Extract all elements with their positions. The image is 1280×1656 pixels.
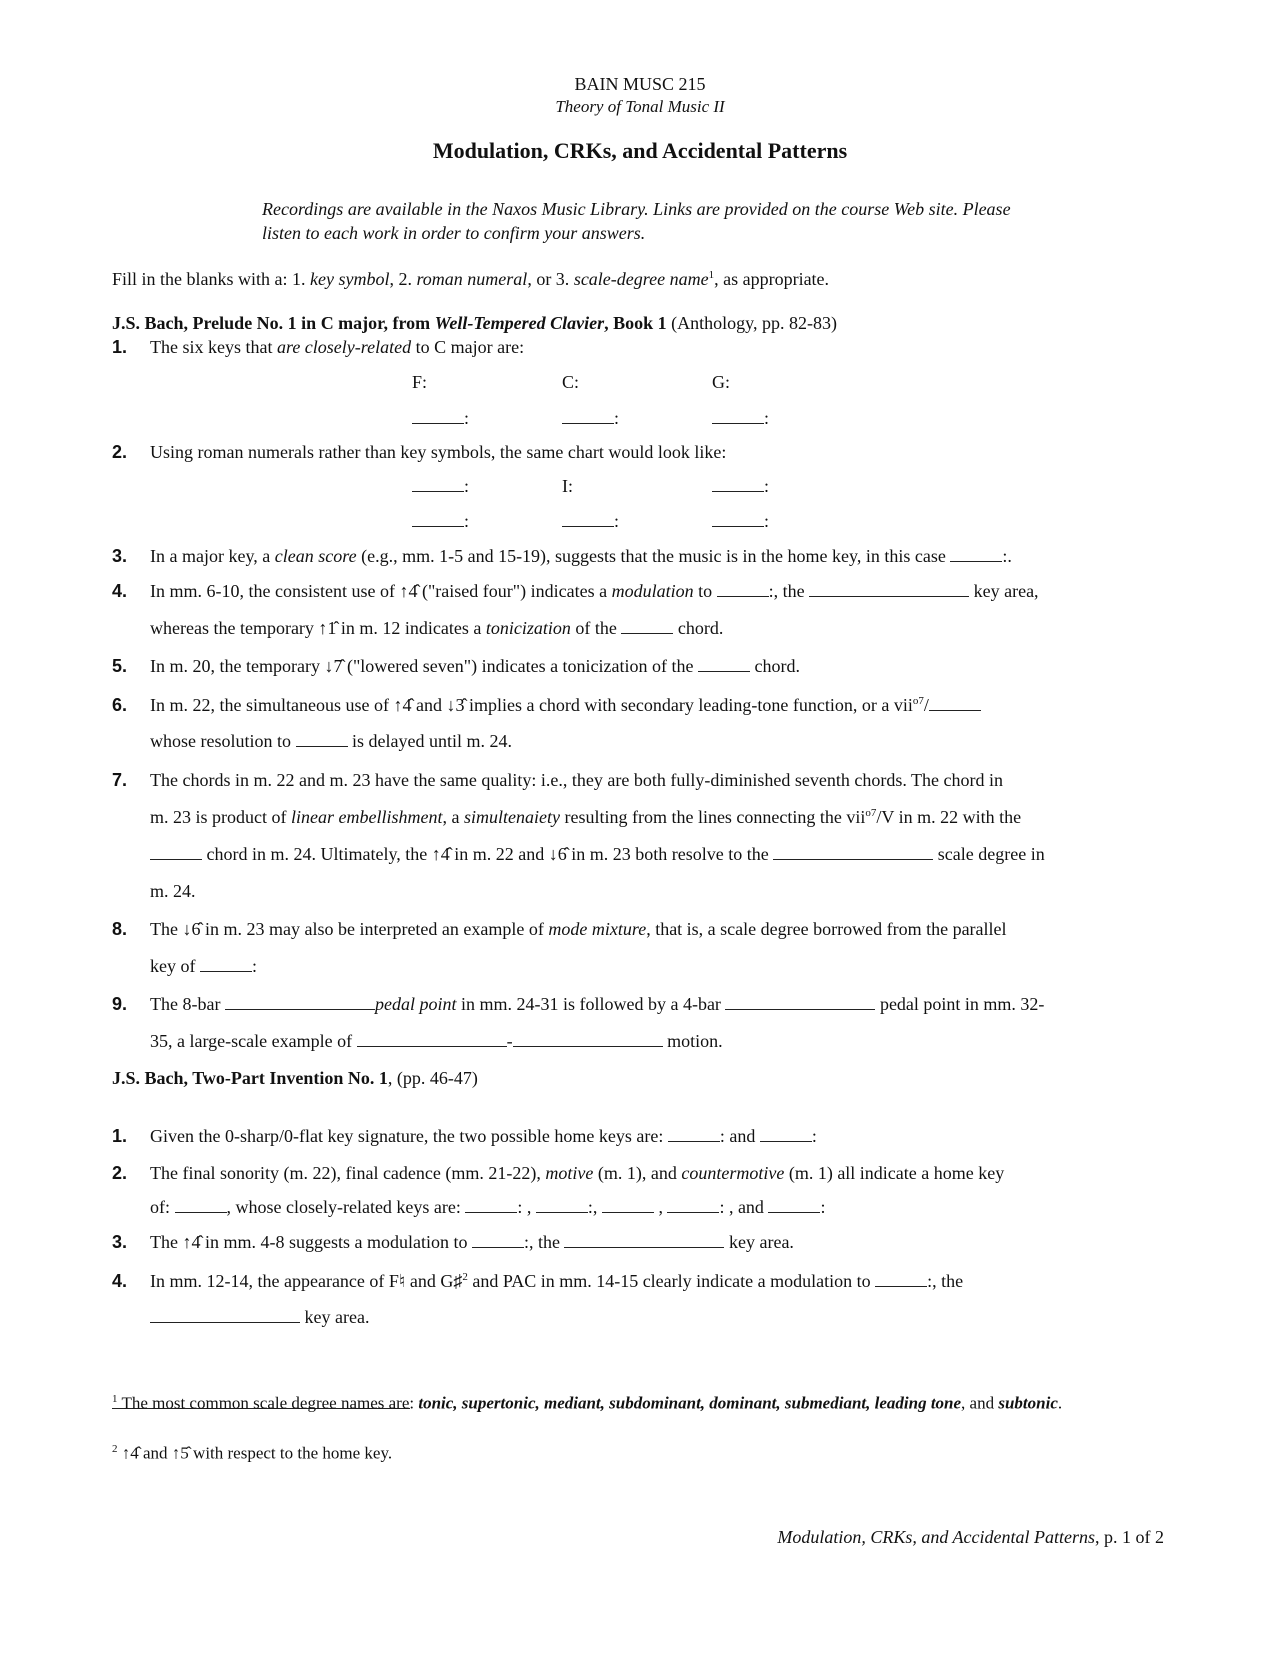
answer-blank[interactable]: [175, 1197, 227, 1213]
invention-question-2-text: The final sonority (m. 22), final cadence (mm. 21-22), motive (m. 1), and countermotive (m. 1) all indicate a home key: [150, 1163, 1005, 1183]
answer-blank[interactable]: [773, 844, 933, 860]
answer-blank[interactable]: [717, 581, 769, 597]
answer-blank[interactable]: [296, 731, 348, 747]
invention-question-4-text-line2: key area.: [150, 1307, 1160, 1328]
question-8-text-line2: key of :: [150, 956, 257, 976]
question-number: 1.: [112, 337, 128, 357]
question-9-text: The 8-bar pedal point in mm. 24-31 is followed by a 4-bar pedal point in mm. 32-: [150, 994, 1045, 1014]
answer-blank[interactable]: [472, 1232, 524, 1248]
answer-blank[interactable]: [602, 1197, 654, 1213]
question-2-text: Using roman numerals rather than key symbols, the same chart would look like:: [150, 442, 727, 462]
answer-blank[interactable]: [564, 1232, 724, 1248]
instructions: Fill in the blanks with a: 1. key symbol, 2. roman numeral, or 3. scale-degree name$^1$, as appropriate.: [112, 269, 830, 289]
section-heading-prelude: J.S. Bach, Prelude No. 1 in C major, from Well-Tempered Clavier, Book 1 (Anthology, pp. 82-83): [112, 313, 837, 333]
blank-rn-row2-2[interactable]: :: [562, 511, 619, 532]
answer-blank[interactable]: [621, 618, 673, 634]
answer-blank[interactable]: [725, 994, 875, 1010]
key-c-label: C:: [562, 372, 580, 392]
question-7-text-line2: m. 23 is product of linear embellishment, a simultenaiety resulting from the lines connecting the vii$^{o7}$/V in m. 22 with the: [150, 807, 1022, 827]
answer-blank[interactable]: [809, 581, 969, 597]
answer-blank[interactable]: [929, 695, 981, 711]
question-3-text: In a major key, a clean score (e.g., mm. 1-5 and 15-19), suggests that the music is in the home key, in this case :.: [150, 546, 1012, 566]
answer-blank[interactable]: [768, 1197, 820, 1213]
answer-blank[interactable]: [760, 1126, 812, 1142]
question-number: 4.: [112, 1271, 128, 1291]
answer-blank[interactable]: [667, 1197, 719, 1213]
tonic-label: I:: [562, 476, 573, 496]
page-footer: Modulation, CRKs, and Accidental Patterns, p. 1 of 2: [777, 1527, 1164, 1547]
section-heading-invention: J.S. Bach, Two-Part Invention No. 1, (pp. 46-47): [112, 1068, 478, 1088]
question-number: 5.: [112, 656, 128, 676]
page-title: Modulation, CRKs, and Accidental Patterns: [432, 138, 848, 163]
question-number: 2.: [112, 1163, 128, 1183]
blank-key-row2-1[interactable]: :: [412, 408, 469, 429]
question-6-text: In m. 22, the simultaneous use of ↑4̂ and ↓3̂ implies a chord with secondary leading-tone function, or a vii$^{o7}$/: [150, 695, 1160, 716]
answer-blank[interactable]: [950, 546, 1002, 562]
question-4-text: In mm. 6-10, the consistent use of ↑4̂ ("raised four") indicates a modulation to :, the key area,: [150, 581, 1039, 601]
question-number: 6.: [112, 695, 128, 715]
answer-blank[interactable]: [875, 1271, 927, 1287]
question-number: 7.: [112, 770, 128, 790]
question-7-text-line3: chord in m. 24. Ultimately, the ↑4̂ in m. 22 and ↓6̂ in m. 23 both resolve to the scale degree in: [150, 844, 1160, 865]
intro-note: Recordings are available in the Naxos Music Library. Links are provided on the course Web site. Please listen to each work in order to confirm your answers.: [262, 199, 1011, 243]
question-7-text-line4: m. 24.: [150, 881, 196, 901]
blank-rn-row2-3[interactable]: :: [712, 511, 769, 532]
question-number: 9.: [112, 994, 128, 1014]
question-number: 3.: [112, 546, 128, 566]
question-number: 8.: [112, 919, 128, 939]
question-6-text-line2: whose resolution to is delayed until m. 24.: [150, 731, 512, 751]
invention-question-1-text: Given the 0-sharp/0-flat key signature, the two possible home keys are: : and :: [150, 1126, 817, 1146]
footnote-2: $^2$ ↑4̂ and ↑5̂ with respect to the home key.: [112, 1443, 393, 1463]
question-5-text: In m. 20, the temporary ↓7̂ ("lowered seven") indicates a tonicization of the chord.: [150, 656, 800, 676]
answer-blank[interactable]: [150, 844, 202, 860]
course-code: BAIN MUSC 215: [574, 74, 706, 94]
answer-blank[interactable]: [357, 1031, 507, 1047]
key-g-label: G:: [712, 372, 730, 392]
question-7-text: The chords in m. 22 and m. 23 have the same quality: i.e., they are both fully-diminished seventh chords. The chord in: [150, 770, 1003, 790]
question-9-text-line2: 35, a large-scale example of - motion.: [150, 1031, 723, 1051]
question-number: 4.: [112, 581, 128, 601]
course-subtitle: Theory of Tonal Music II: [555, 97, 725, 116]
footnote-ref-2: 2: [462, 1271, 468, 1283]
answer-blank[interactable]: [698, 656, 750, 672]
question-number: 2.: [112, 442, 128, 462]
invention-question-2-text-line2: of: , whose closely-related keys are: : , :, , : , and :: [150, 1197, 826, 1217]
answer-blank[interactable]: [225, 994, 375, 1010]
footnote-1: $^1$ The most common scale degree names are: tonic, supertonic, mediant, subdominant, dominant, submediant, leading tone, and subtonic.: [112, 1393, 1063, 1413]
blank-key-row2-2[interactable]: :: [562, 408, 619, 429]
question-number: 3.: [112, 1232, 128, 1252]
answer-blank[interactable]: [200, 956, 252, 972]
blank-rn-row2-1[interactable]: :: [412, 511, 469, 532]
invention-question-3-text: The ↑4̂ in mm. 4-8 suggests a modulation to :, the key area.: [150, 1232, 794, 1252]
key-f-label: F:: [412, 372, 428, 392]
answer-blank[interactable]: [536, 1197, 588, 1213]
footnote-ref-1: 1: [708, 269, 715, 281]
question-1-text: The six keys that are closely-related to C major are:: [150, 337, 525, 357]
question-4-text-line2: whereas the temporary ↑1̂ in m. 12 indicates a tonicization of the chord.: [150, 618, 724, 638]
question-number: 1.: [112, 1126, 128, 1146]
blank-rn-row1-1[interactable]: :: [412, 476, 469, 497]
answer-blank[interactable]: [668, 1126, 720, 1142]
question-8-text: The ↓6̂ in m. 23 may also be interpreted an example of mode mixture, that is, a scale degree borrowed from the parallel: [150, 919, 1007, 939]
blank-key-row2-3[interactable]: :: [712, 408, 769, 429]
invention-question-4-text: In mm. 12-14, the appearance of F♮ and G♯$^2$ and PAC in mm. 14-15 clearly indicate a modulation to :, the: [150, 1271, 964, 1291]
answer-blank[interactable]: [465, 1197, 517, 1213]
answer-blank[interactable]: [150, 1307, 300, 1323]
answer-blank[interactable]: [513, 1031, 663, 1047]
blank-rn-row1-3[interactable]: :: [712, 476, 769, 497]
